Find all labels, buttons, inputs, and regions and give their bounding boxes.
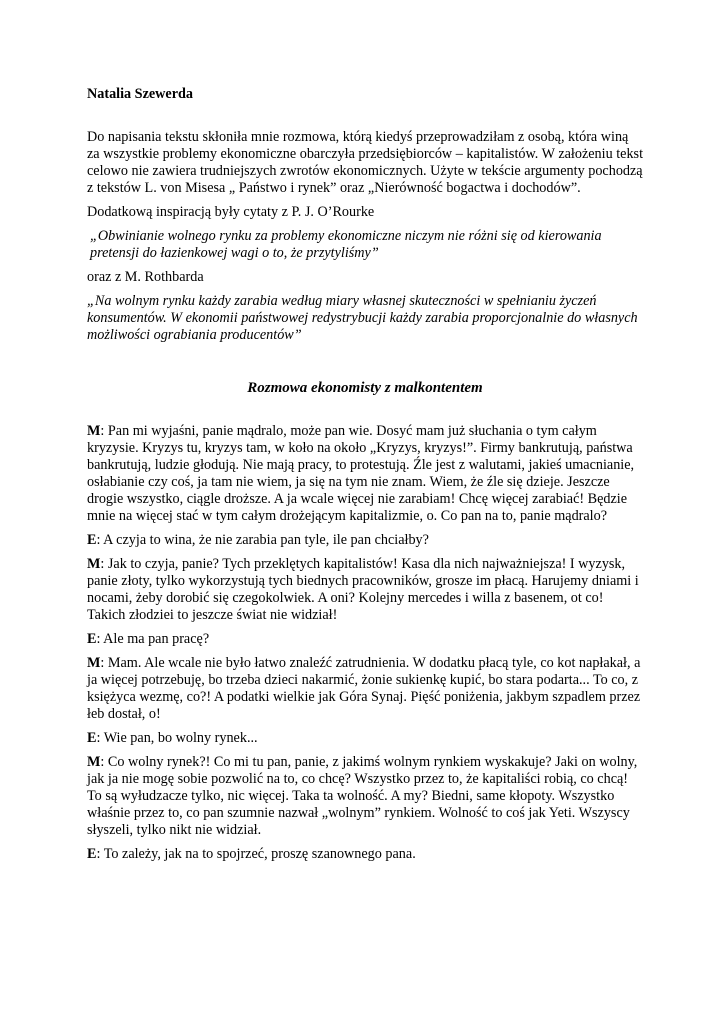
dialogue-text: : Ale ma pan pracę? bbox=[96, 631, 210, 647]
dialogue-text: : A czyja to wina, że nie zarabia pan tyle, ile pan chciałby? bbox=[96, 532, 429, 548]
speaker-label: E bbox=[87, 631, 97, 647]
quote-rothbard-intro: oraz z M. Rothbarda bbox=[87, 269, 204, 285]
intro-paragraph: Do napisania tekstu skłoniła mnie rozmowa, którą kiedyś przeprowadziłam z osobą, która winą za wszystkie problemy ekonomiczne obarczyła przedsiębiorców – kapitalistów. W założeniu tekst celowo nie zawiera trudniejszych zwrotów ekonomicznych. Użyte w tekście argumenty pochodzą z tekstów L. von Misesa „ Państwo i rynek” oraz „Nierówność bogactwa i dochodów”. bbox=[87, 129, 644, 196]
speaker-label: M bbox=[87, 423, 101, 439]
dialogue-text: : Pan mi wyjaśni, panie mądralo, może pan wie. Dosyć mam już słuchania o tym całym kryzysie. Kryzys tu, kryzys tam, w koło na około „Kryzys, kryzys!”. Firmy bankrutują, państwa bankrutują, ludzie głodują. Nie mają pracy, to protestują. Źle jest z walutami, jakieś umacnianie, osłabianie czy coś, ja tam nie wiem, ja się na tym nie znam. Wiem, że źle się dzieje. Jeszcze drogie wszystko, ciągle droższe. A ja wcale więcej nie zarabiam! Chcę więcej zarabiać! Będzie mnie na więcej stać w tym całym drożejącym kapitalizmie, o. Co pan na to, panie mądralo? bbox=[87, 423, 635, 524]
speaker-label: E bbox=[87, 846, 97, 862]
speaker-label: M bbox=[87, 655, 101, 671]
dialogue-line bbox=[87, 846, 643, 863]
dialogue-line bbox=[87, 730, 643, 747]
dialogue-line bbox=[87, 631, 643, 648]
dialogue-line bbox=[87, 556, 643, 624]
speaker-label: M bbox=[87, 754, 101, 770]
dialogue-line bbox=[87, 655, 643, 723]
document-page bbox=[87, 86, 643, 870]
dialogue-text: : Jak to czyja, panie? Tych przeklętych kapitalistów! Kasa dla nich najważniejsza! I wyzysk, panie złoty, tylko wykorzystują tych biednych pracowników, grosze im płacą. Harujemy dniami i nocami, żeby dorobić się czegokolwiek. A oni? Kolejny mercedes i willa z basenem, ot co! Takich złodziei to jeszcze świat nie widział! bbox=[87, 556, 639, 623]
quote-rothbard: „Na wolnym rynku każdy zarabia według miary własnej skuteczności w spełnianiu życzeń konsumentów. W ekonomii państwowej redystrybucji każdy zarabia proporcjonalnie do własnych możliwości ograbiania producentów” bbox=[87, 293, 638, 343]
dialogue-text: : Wie pan, bo wolny rynek... bbox=[96, 730, 258, 746]
author-name: Natalia Szewerda bbox=[87, 86, 193, 102]
dialogue-line bbox=[87, 423, 643, 525]
dialogue-text: : Mam. Ale wcale nie było łatwo znaleźć zatrudnienia. W dodatku płacą tyle, co kot napłakał, a ja więcej potrzebuję, bo trzeba dzieci nakarmić, żonie sukienkę kupić, bo stara podarta... To co, z księżyca wezmę, co?! A podatki wielkie jak Góra Synaj. Pięść poniżenia, jakbym szpadlem przez łeb dostał, o! bbox=[87, 655, 641, 722]
quote-orourke: „Obwinianie wolnego rynku za problemy ekonomiczne niczym nie różni się od kierowania pretensji do łazienkowej wagi o to, że przytyliśmy” bbox=[90, 228, 602, 261]
dialogue-text: : Co wolny rynek?! Co mi tu pan, panie, z jakimś wolnym rynkiem wyskakuje? Jaki on wolny, jak ja nie mogę sobie pozwolić na to, co chcę? Wszystko przez to, że kapitaliści robią, co chcą! To są wyłudzacze tylko, nic więcej. Taka ta wolność. A my? Biedni, same kłopoty. Wszystko właśnie przez to, co pan szumnie nazwał „wolnym” rynkiem. Wolność to coś jak Yeti. Wszyscy słyszeli, tylko nikt nie widział. bbox=[87, 754, 638, 838]
speaker-label: E bbox=[87, 532, 97, 548]
speaker-label: E bbox=[87, 730, 97, 746]
dialogue-text: : To zależy, jak na to spojrzeć, proszę szanownego pana. bbox=[96, 846, 416, 862]
dialogue-title: Rozmowa ekonomisty z malkontentem bbox=[247, 380, 483, 396]
inspiration-line: Dodatkową inspiracją były cytaty z P. J. O’Rourke bbox=[87, 204, 375, 220]
speaker-label: M bbox=[87, 556, 101, 572]
dialogue-line bbox=[87, 532, 643, 549]
dialogue-line bbox=[87, 754, 643, 839]
